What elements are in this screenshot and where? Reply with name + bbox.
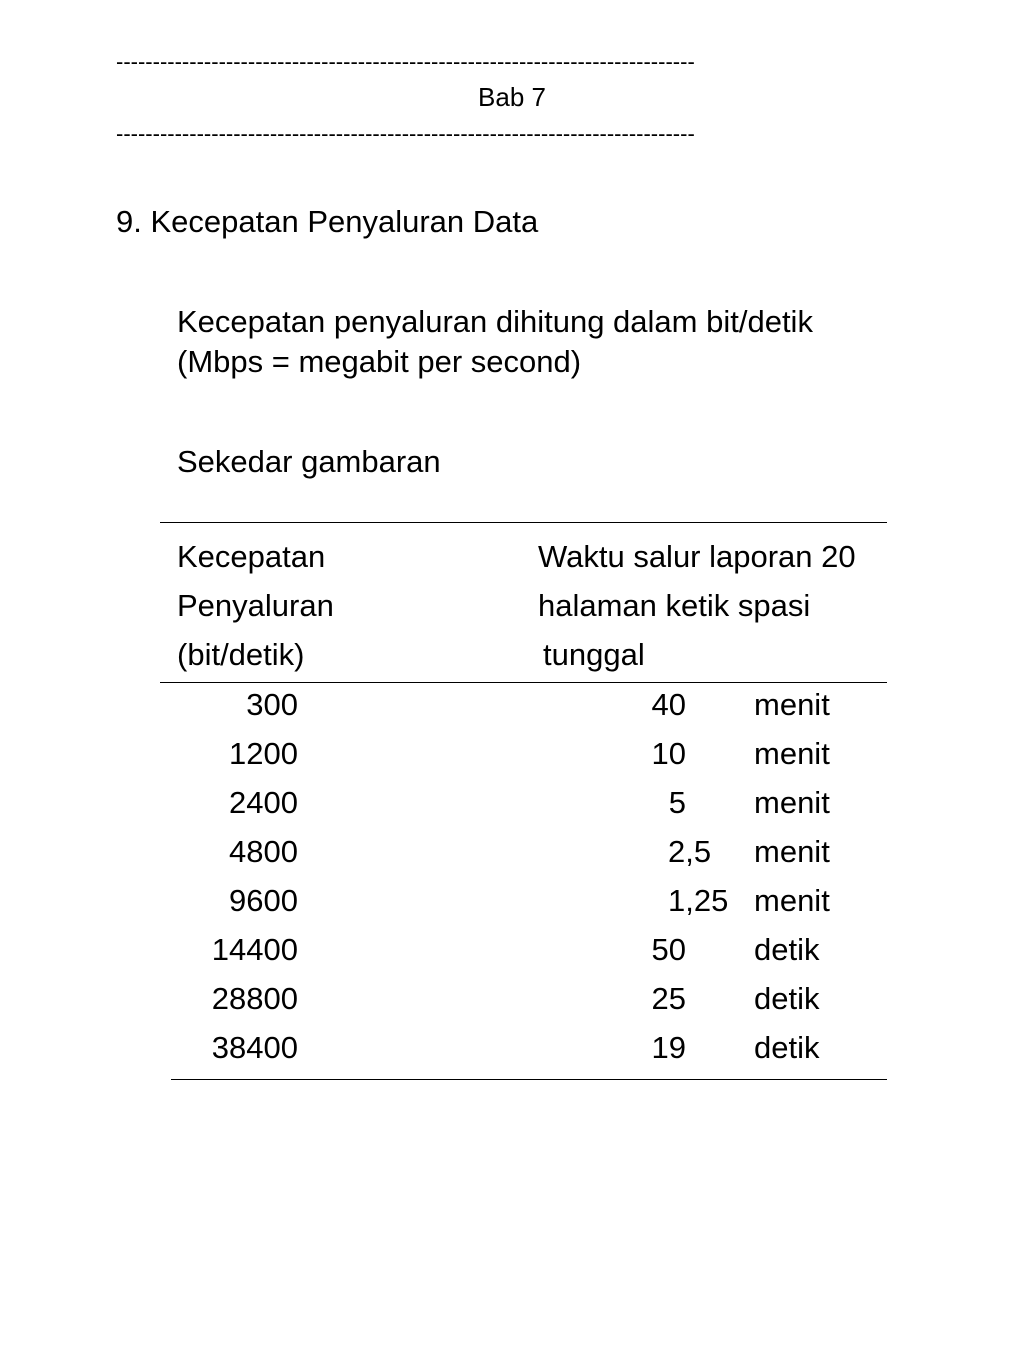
table-cell-unit: detik <box>754 1030 820 1065</box>
table-cell-unit: menit <box>754 834 830 869</box>
table-cell-time: 40 <box>651 687 686 722</box>
description-line-2: (Mbps = megabit per second) <box>177 344 582 379</box>
table-cell-time: 2,5 <box>668 834 712 869</box>
section-title: 9. Kecepatan Penyaluran Data <box>116 204 539 239</box>
table-cell-unit: detik <box>754 932 820 967</box>
table-cell-time: 50 <box>651 932 686 967</box>
table-cell-unit: menit <box>754 785 830 820</box>
table-cell-time: 19 <box>651 1030 686 1065</box>
table-header-time-line-1: Waktu salur laporan 20 <box>538 539 856 574</box>
table-cell-speed: 300 <box>246 687 298 722</box>
table-cell-speed: 2400 <box>229 785 298 820</box>
table-cell-time: 10 <box>651 736 686 771</box>
description-line-1: Kecepatan penyaluran dihitung dalam bit/detik <box>177 304 813 339</box>
table-cell-time: 5 <box>668 785 686 820</box>
table-cell-unit: menit <box>754 687 830 722</box>
table-cell-unit: menit <box>754 736 830 771</box>
table-cell-speed: 38400 <box>211 1030 298 1065</box>
table-rule-top <box>160 522 887 523</box>
chapter-label: Bab 7 <box>478 82 546 112</box>
table-cell-unit: detik <box>754 981 820 1016</box>
table-header-speed-line-3: (bit/detik) <box>177 637 305 672</box>
table-cell-speed: 4800 <box>229 834 298 869</box>
header-divider-bottom: ------------------------------------------------------------------------------- <box>116 122 695 146</box>
table-cell-speed: 9600 <box>229 883 298 918</box>
table-header-speed-line-1: Kecepatan <box>177 539 326 574</box>
table-cell-time: 1,25 <box>668 883 729 918</box>
table-header-time-line-3: tunggal <box>543 637 645 672</box>
table-cell-speed: 1200 <box>229 736 298 771</box>
header-divider-top: ------------------------------------------------------------------------------- <box>116 50 695 74</box>
table-rule-header <box>160 682 887 683</box>
table-cell-speed: 28800 <box>211 981 298 1016</box>
intro-text: Sekedar gambaran <box>177 444 441 479</box>
table-cell-speed: 14400 <box>211 932 298 967</box>
table-cell-time: 25 <box>651 981 686 1016</box>
table-rule-bottom <box>171 1079 887 1080</box>
table-header-time-line-2: halaman ketik spasi <box>538 588 811 623</box>
table-header-speed-line-2: Penyaluran <box>177 588 334 623</box>
table-cell-unit: menit <box>754 883 830 918</box>
